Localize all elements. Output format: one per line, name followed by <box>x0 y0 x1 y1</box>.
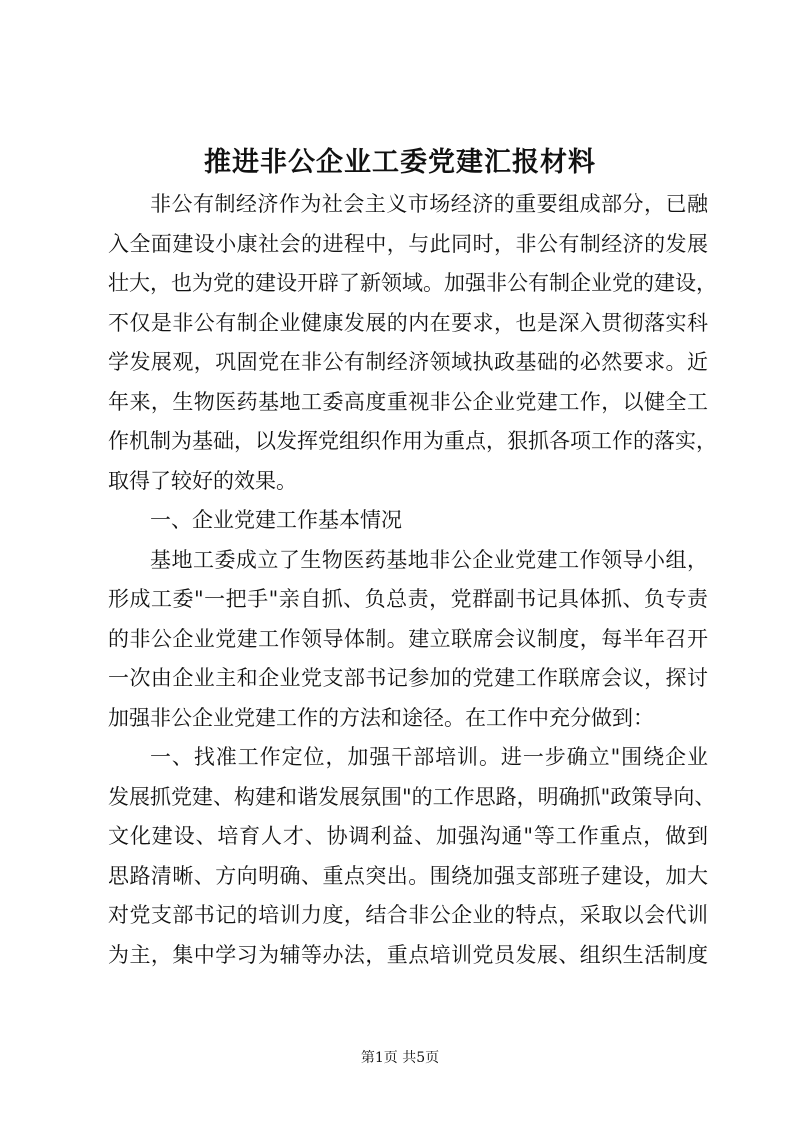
paragraph-line: 不仅是非公有制企业健康发展的内在要求，也是深入贯彻落实科 <box>108 310 708 335</box>
paragraph-line: 取得了较好的效果。 <box>108 468 297 493</box>
page-number: 第1页 共5页 <box>360 1050 440 1066</box>
paragraph-line: 思路清晰、方向明确、重点突出。围绕加强支部班子建设，加大 <box>108 863 708 888</box>
paragraph-line: 入全面建设小康社会的进程中，与此同时，非公有制经济的发展 <box>108 231 708 256</box>
paragraph-line: 对党支部书记的培训力度，结合非公企业的特点，采取以会代训 <box>108 903 708 927</box>
paragraph-line: 年来，生物医药基地工委高度重视非公企业党建工作，以健全工 <box>108 389 708 414</box>
section-heading: 一、企业党建工作基本情况 <box>150 508 402 532</box>
paragraph-line: 加强非公企业党建工作的方法和途径。在工作中充分做到： <box>108 705 654 730</box>
paragraph-line: 发展抓党建、构建和谐发展氛围"的工作思路，明确抓"政策导向、 <box>108 784 716 809</box>
paragraph-line: 非公有制经济作为社会主义市场经济的重要组成部分，已融 <box>150 192 708 216</box>
paragraph-line: 学发展观，巩固党在非公有制经济领域执政基础的必然要求。近 <box>108 350 708 374</box>
document-title: 推进非公企业工委党建汇报材料 <box>204 147 596 178</box>
paragraph-line: 一、找准工作定位，加强干部培训。进一步确立"围绕企业 <box>150 745 708 769</box>
paragraph-line: 一次由企业主和企业党支部书记参加的党建工作联席会议，探讨 <box>108 666 708 690</box>
paragraph-line: 作机制为基础，以发挥党组织作用为重点，狠抓各项工作的落实， <box>108 429 717 453</box>
paragraph-line: 壮大，也为党的建设开辟了新领域。加强非公有制企业党的建设， <box>108 271 717 295</box>
paragraph-line: 形成工委"一把手"亲自抓、负总责，党群副书记具体抓、负专责 <box>108 587 708 611</box>
paragraph-line: 为主，集中学习为辅等办法，重点培训党员发展、组织生活制度 <box>108 942 708 967</box>
paragraph-line: 的非公企业党建工作领导体制。建立联席会议制度，每半年召开 <box>108 626 708 651</box>
document-body <box>108 185 717 975</box>
paragraph-line: 基地工委成立了生物医药基地非公企业党建工作领导小组， <box>150 547 708 572</box>
paragraph-line: 文化建设、培育人才、协调利益、加强沟通"等工作重点，做到 <box>108 824 708 848</box>
